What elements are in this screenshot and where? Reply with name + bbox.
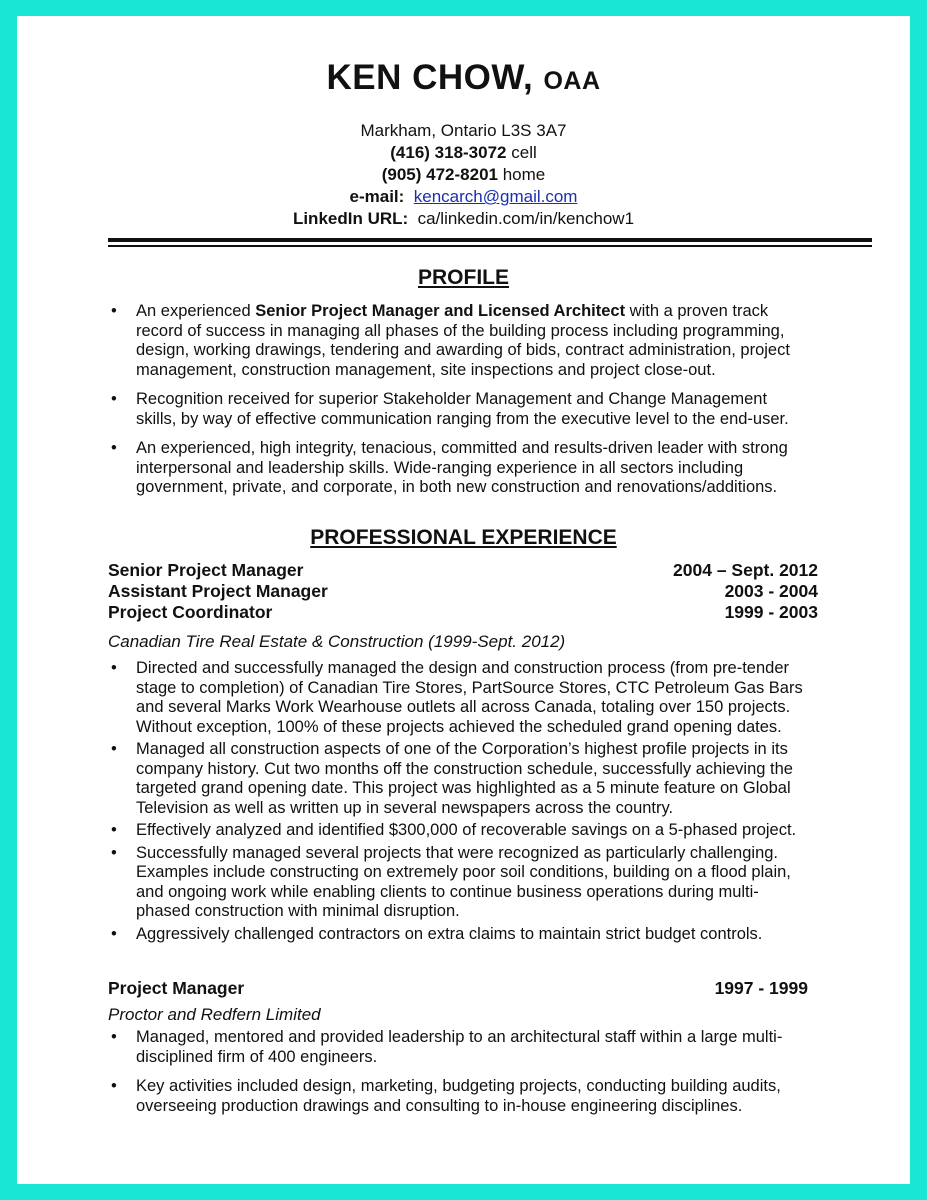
role-row	[108, 581, 818, 602]
name-text: KEN CHOW,	[326, 58, 534, 97]
contact-block	[17, 120, 910, 230]
company-name: Proctor and Redfern Limited	[108, 1005, 321, 1024]
linkedin-label: LinkedIn URL:	[292, 209, 409, 228]
resume-page	[17, 16, 910, 1184]
cell-number: (416) 318-3072	[390, 143, 507, 162]
home-line	[17, 164, 910, 186]
email-link[interactable]: kencarch@gmail.com	[413, 187, 578, 206]
role-title: Assistant Project Manager	[108, 581, 328, 601]
email-label: e-mail:	[349, 187, 405, 206]
cell-label: cell	[506, 143, 537, 162]
role-title: Project Manager	[108, 978, 245, 998]
experience-heading: PROFESSIONAL EXPERIENCE	[310, 526, 617, 549]
experience-bullet: • Managed, mentored and provided leadership to an architectural staff within a large multi-disciplined firm of 400 engineers.	[108, 1028, 808, 1067]
profile-heading: PROFILE	[417, 266, 509, 289]
company-name: Canadian Tire Real Estate & Construction (1999-Sept. 2012)	[108, 632, 566, 651]
linkedin-url: ca/linkedin.com/in/kenchow1	[417, 209, 635, 228]
role-title: Project Coordinator	[108, 602, 273, 622]
profile-bullet: • Recognition received for superior Stakeholder Management and Change Management skills, by way of effective communication ranging from the executive level to the end-user.	[108, 390, 808, 429]
profile-list	[108, 302, 808, 508]
experience-bullet: • Managed all construction aspects of one of the Corporation’s highest profile projects in its company history. Cut two months off the construction schedule, successfully achieving the targeted grand opening date. This project was highlighted as a 5 minute feature on Global Television as well as written up in several newspapers across the country.	[108, 740, 808, 818]
experience-bullet: • Key activities included design, marketing, budgeting projects, conducting building audits, overseeing production drawings and consulting to in-house engineering disciplines.	[108, 1077, 808, 1116]
experience-bullet: • Effectively analyzed and identified $300,000 of recoverable savings on a 5-phased project.	[108, 821, 808, 841]
role-dates: 1999 - 2003	[724, 602, 818, 622]
experience-bullet: • Directed and successfully managed the design and construction process (from pre-tender stage to completion) of Canadian Tire Stores, PartSource Stores, CTC Petroleum Gas Bars and several Marks Work Wearhouse outlets all across Canada, totaling over 150 projects. Without exception, 100% of these projects achieved the scheduled grand opening dates.	[108, 659, 808, 737]
profile-bullet: • An experienced, high integrity, tenacious, committed and results-driven leader with strong interpersonal and leadership skills. Wide-ranging experience in all sectors including government, private, and corporate, in both new construction and renovations/additions.	[108, 439, 808, 498]
experience-bullet: • Aggressively challenged contractors on extra claims to maintain strict budget controls.	[108, 925, 808, 945]
email-line	[17, 186, 910, 208]
role-dates: 2004 – Sept. 2012	[673, 560, 818, 580]
experience-bullet: • Successfully managed several projects that were recognized as particularly challenging. Examples include constructing on extremely poor soil conditions, building on a flood plain, and ongoing work while enabling clients to continue business operations during multi-phased construction with minimal disruption.	[108, 844, 808, 922]
linkedin-line	[17, 208, 910, 230]
header-divider-thin	[108, 245, 872, 247]
home-label: home	[498, 165, 546, 184]
profile-bullet: • An experienced Senior Project Manager and Licensed Architect with a proven track record of success in managing all phases of the building process including programming, design, working drawings, tendering and awarding of bids, contract administration, project management, construction management, site inspections and project close-out.	[108, 302, 808, 380]
credential-text: OAA	[543, 67, 601, 95]
role-row	[108, 560, 818, 581]
role-row	[108, 978, 808, 999]
candidate-name	[17, 58, 910, 98]
role-dates: 1997 - 1999	[714, 978, 808, 998]
home-number: (905) 472-8201	[381, 165, 498, 184]
header-divider-thick	[108, 238, 872, 242]
experience-list-1	[108, 659, 808, 947]
role-row	[108, 602, 818, 623]
experience-list-2	[108, 1028, 808, 1126]
cell-line	[17, 142, 910, 164]
address-line: Markham, Ontario L3S 3A7	[360, 121, 567, 140]
role-dates: 2003 - 2004	[724, 581, 818, 601]
role-title: Senior Project Manager	[108, 560, 304, 580]
